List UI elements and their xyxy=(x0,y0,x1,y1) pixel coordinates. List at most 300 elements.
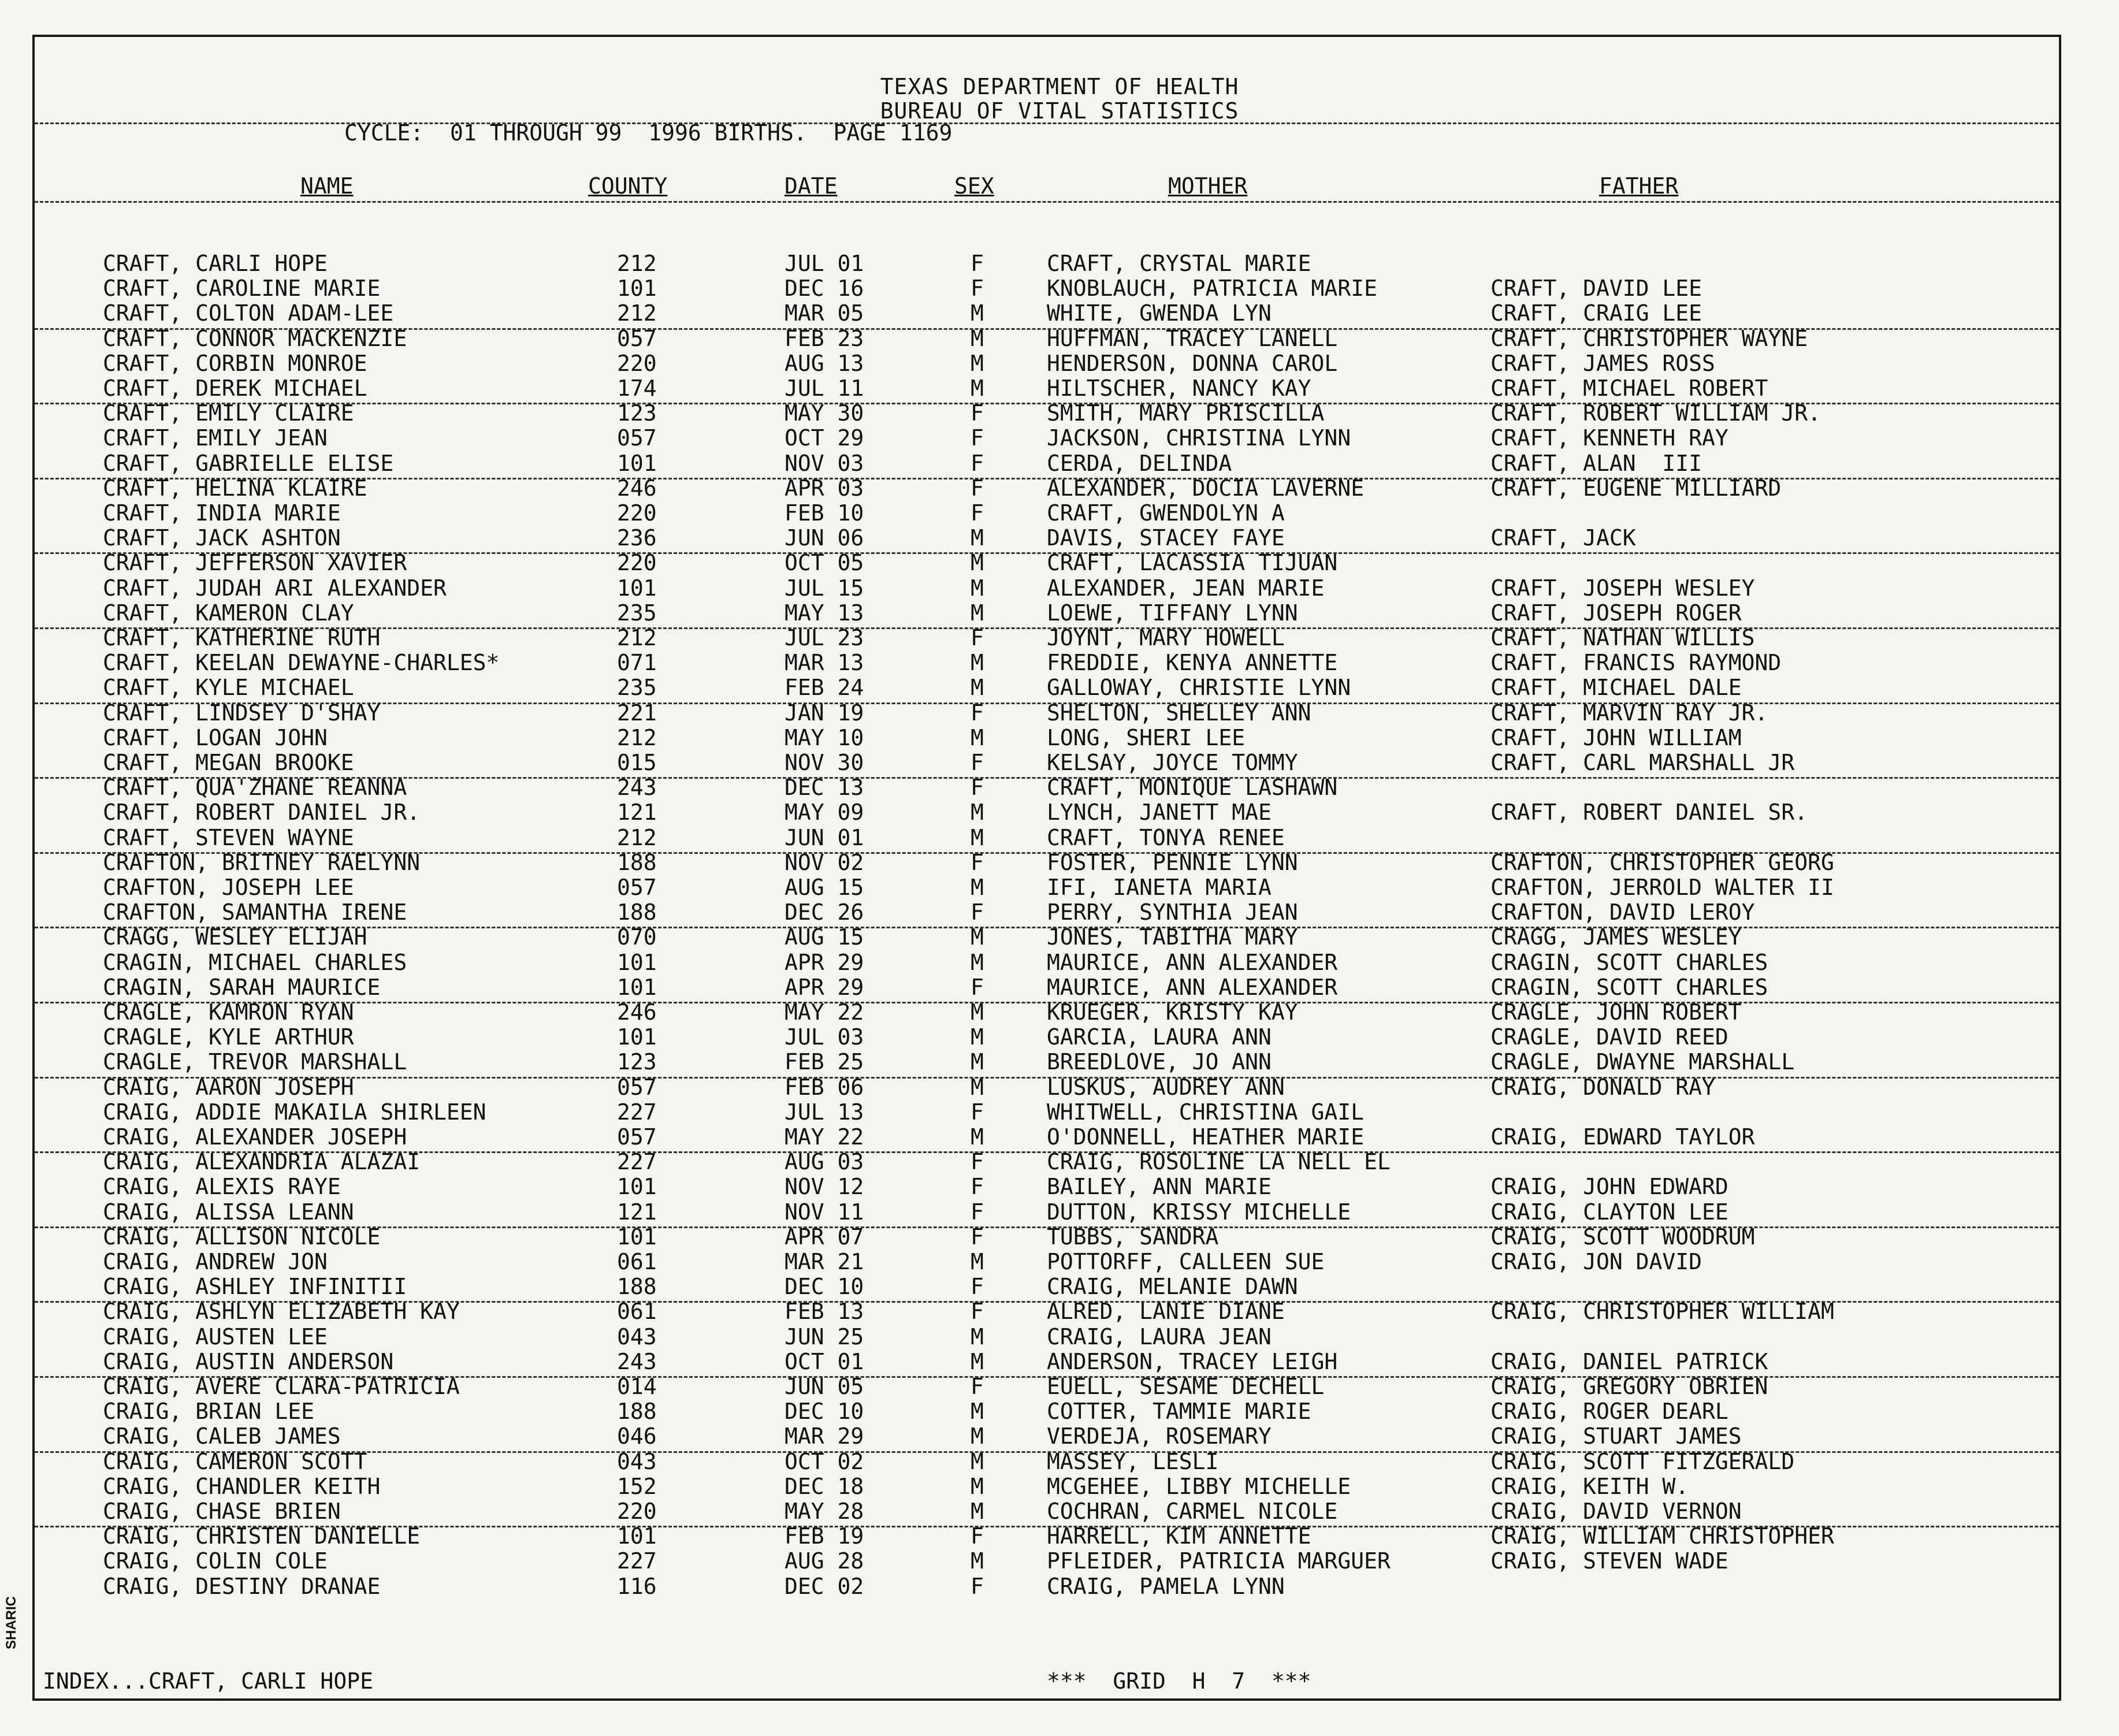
col-header-county: COUNTY xyxy=(588,173,668,199)
cell-father: CRAIG, SCOTT WOODRUM xyxy=(1490,1224,1755,1250)
cell-mother: CRAIG, PAMELA LYNN xyxy=(1047,1573,1285,1599)
cell-name: CRAFT, JACK ASHTON xyxy=(103,525,341,551)
cell-mother: CRAFT, MONIQUE LASHAWN xyxy=(1047,775,1338,801)
cell-date: AUG 15 xyxy=(785,875,864,900)
cell-name: CRAGLE, KYLE ARTHUR xyxy=(103,1024,354,1050)
cell-sex: F xyxy=(971,400,984,426)
cell-county: 212 xyxy=(617,300,657,326)
cell-sex: F xyxy=(971,974,984,1000)
cell-sex: M xyxy=(971,800,984,826)
cell-date: JUN 25 xyxy=(785,1324,864,1350)
cell-mother: SMITH, MARY PRISCILLA xyxy=(1047,400,1325,426)
cell-sex: M xyxy=(971,1324,984,1350)
table-row xyxy=(0,1174,2119,1199)
col-header-father: FATHER xyxy=(1599,173,1679,199)
row-group-divider xyxy=(35,1002,2059,1003)
cell-father: CRAFT, MARVIN RAY JR. xyxy=(1490,700,1768,726)
cell-mother: HARRELL, KIM ANNETTE xyxy=(1047,1523,1311,1549)
cell-date: DEC 18 xyxy=(785,1473,864,1499)
row-group-divider xyxy=(35,777,2059,779)
cell-county: 046 xyxy=(617,1423,657,1449)
cell-date: OCT 02 xyxy=(785,1448,864,1474)
cell-mother: CRAFT, TONYA RENEE xyxy=(1047,824,1285,850)
cell-father: CRAFT, MICHAEL DALE xyxy=(1490,675,1742,701)
row-group-divider xyxy=(35,627,2059,629)
cell-father: CRAGLE, DAVID REED xyxy=(1490,1024,1728,1050)
cell-date: FEB 25 xyxy=(785,1049,864,1075)
cell-sex: M xyxy=(971,1348,984,1374)
cell-date: APR 29 xyxy=(785,949,864,975)
cell-father: CRAFTON, CHRISTOPHER GEORG xyxy=(1490,849,1834,875)
cell-county: 221 xyxy=(617,700,657,726)
table-row xyxy=(0,525,2119,550)
cell-county: 101 xyxy=(617,1224,657,1250)
cell-mother: CRAIG, ROSOLINE LA NELL EL xyxy=(1047,1149,1391,1175)
cell-father: CRAFT, FRANCIS RAYMOND xyxy=(1490,650,1782,676)
cell-name: CRAGLE, KAMRON RYAN xyxy=(103,999,354,1025)
cell-mother: FOSTER, PENNIE LYNN xyxy=(1047,849,1298,875)
col-header-sex: SEX xyxy=(954,173,994,199)
cell-mother: DUTTON, KRISSY MICHELLE xyxy=(1047,1199,1351,1225)
table-row xyxy=(0,451,2119,475)
cell-father: CRAGG, JAMES WESLEY xyxy=(1490,924,1742,950)
cell-father: CRAIG, KEITH W. xyxy=(1490,1473,1689,1499)
cell-county: 246 xyxy=(617,999,657,1025)
cell-name: CRAIG, ALEXIS RAYE xyxy=(103,1174,341,1200)
cell-mother: EUELL, SESAME DECHELL xyxy=(1047,1374,1325,1399)
cell-father: CRAIG, DANIEL PATRICK xyxy=(1490,1348,1768,1374)
cell-name: CRAIG, AUSTIN ANDERSON xyxy=(103,1348,394,1374)
cell-name: CRAFT, CARLI HOPE xyxy=(103,251,328,276)
cell-date: OCT 05 xyxy=(785,550,864,576)
cell-father: CRAIG, EDWARD TAYLOR xyxy=(1490,1124,1755,1150)
cell-sex: M xyxy=(971,1548,984,1574)
table-row xyxy=(0,725,2119,750)
cell-name: CRAFT, LOGAN JOHN xyxy=(103,724,328,750)
cell-county: 246 xyxy=(617,475,657,501)
cell-mother: JACKSON, CHRISTINA LYNN xyxy=(1047,425,1351,451)
header-divider xyxy=(35,122,2059,124)
cell-sex: F xyxy=(971,450,984,476)
cell-name: CRAFTON, SAMANTHA IRENE xyxy=(103,899,407,925)
cell-mother: KRUEGER, KRISTY KAY xyxy=(1047,999,1298,1025)
cell-sex: M xyxy=(971,325,984,351)
cell-name: CRAFT, CONNOR MACKENZIE xyxy=(103,325,407,351)
cell-sex: M xyxy=(971,1473,984,1499)
cell-mother: CRAIG, MELANIE DAWN xyxy=(1047,1274,1298,1300)
row-group-divider xyxy=(35,328,2059,330)
table-row xyxy=(0,899,2119,924)
table-row xyxy=(0,1574,2119,1599)
cell-county: 101 xyxy=(617,575,657,601)
cell-county: 070 xyxy=(617,924,657,950)
cell-mother: MAURICE, ANN ALEXANDER xyxy=(1047,949,1338,975)
cell-sex: F xyxy=(971,251,984,276)
cell-father: CRAFT, JOSEPH WESLEY xyxy=(1490,575,1755,601)
table-row xyxy=(0,875,2119,899)
cell-date: APR 07 xyxy=(785,1224,864,1250)
table-row xyxy=(0,425,2119,450)
cell-name: CRAFTON, JOSEPH LEE xyxy=(103,875,354,900)
cell-father: CRAGIN, SCOTT CHARLES xyxy=(1490,974,1768,1000)
cell-father: CRAIG, SCOTT FITZGERALD xyxy=(1490,1448,1795,1474)
cell-date: NOV 12 xyxy=(785,1174,864,1200)
cell-sex: M xyxy=(971,600,984,626)
cell-father: CRAIG, ROGER DEARL xyxy=(1490,1399,1728,1425)
table-row xyxy=(0,276,2119,300)
row-group-divider xyxy=(35,852,2059,854)
cell-county: 015 xyxy=(617,750,657,775)
cell-county: 212 xyxy=(617,251,657,276)
row-group-divider xyxy=(35,1451,2059,1453)
cell-county: 101 xyxy=(617,1024,657,1050)
table-row xyxy=(0,1099,2119,1124)
cell-sex: F xyxy=(971,1199,984,1225)
cell-county: 212 xyxy=(617,724,657,750)
row-group-divider xyxy=(35,403,2059,404)
cell-date: APR 03 xyxy=(785,475,864,501)
cell-date: JUN 05 xyxy=(785,1374,864,1399)
index-footer: INDEX...CRAFT, CARLI HOPE xyxy=(43,1668,373,1694)
cell-name: CRAFT, KEELAN DEWAYNE-CHARLES* xyxy=(103,650,500,676)
cell-sex: M xyxy=(971,675,984,701)
cell-county: 235 xyxy=(617,600,657,626)
cell-father: CRAIG, CHRISTOPHER WILLIAM xyxy=(1490,1299,1834,1325)
cell-father: CRAFT, JOSEPH ROGER xyxy=(1490,600,1742,626)
row-group-divider xyxy=(35,1526,2059,1527)
cell-county: 212 xyxy=(617,625,657,650)
table-row xyxy=(0,1499,2119,1523)
cell-name: CRAFT, JUDAH ARI ALEXANDER xyxy=(103,575,447,601)
cell-sex: F xyxy=(971,1224,984,1250)
cell-mother: BREEDLOVE, JO ANN xyxy=(1047,1049,1272,1075)
cell-date: AUG 03 xyxy=(785,1149,864,1175)
cell-name: CRAFT, CORBIN MONROE xyxy=(103,350,367,376)
cell-date: FEB 13 xyxy=(785,1299,864,1325)
cell-date: MAY 28 xyxy=(785,1499,864,1524)
cell-date: MAY 13 xyxy=(785,600,864,626)
cell-father: CRAFT, CHRISTOPHER WAYNE xyxy=(1490,325,1808,351)
table-row xyxy=(0,1399,2119,1423)
cell-sex: F xyxy=(971,899,984,925)
cell-name: CRAFT, KYLE MICHAEL xyxy=(103,675,354,701)
cell-date: JUL 13 xyxy=(785,1099,864,1125)
cell-sex: F xyxy=(971,1174,984,1200)
cell-county: 123 xyxy=(617,1049,657,1075)
cell-county: 152 xyxy=(617,1473,657,1499)
cycle-line: CYCLE: 01 THROUGH 99 1996 BIRTHS. PAGE 1169 xyxy=(344,120,953,146)
cell-father: CRAFT, JOHN WILLIAM xyxy=(1490,724,1742,750)
cell-name: CRAGIN, SARAH MAURICE xyxy=(103,974,381,1000)
cell-mother: HILTSCHER, NANCY KAY xyxy=(1047,376,1311,401)
cell-name: CRAFT, EMILY CLAIRE xyxy=(103,400,354,426)
cell-county: 101 xyxy=(617,949,657,975)
cell-father: CRAFT, JAMES ROSS xyxy=(1490,350,1715,376)
table-row xyxy=(0,1548,2119,1573)
cell-sex: F xyxy=(971,1099,984,1125)
cell-sex: F xyxy=(971,1149,984,1175)
column-divider xyxy=(35,201,2059,203)
cell-mother: GARCIA, LAURA ANN xyxy=(1047,1024,1272,1050)
cell-father: CRAFT, EUGENE MILLIARD xyxy=(1490,475,1782,501)
cell-county: 243 xyxy=(617,775,657,801)
row-group-divider xyxy=(35,478,2059,479)
cell-sex: F xyxy=(971,1274,984,1300)
table-row xyxy=(0,800,2119,824)
cell-mother: DAVIS, STACEY FAYE xyxy=(1047,525,1285,551)
cell-father: CRAIG, DONALD RAY xyxy=(1490,1074,1715,1100)
col-header-date: DATE xyxy=(785,173,838,199)
cell-sex: F xyxy=(971,700,984,726)
cell-father: CRAIG, DAVID VERNON xyxy=(1490,1499,1742,1524)
cell-name: CRAFT, JEFFERSON XAVIER xyxy=(103,550,407,576)
cell-sex: M xyxy=(971,350,984,376)
cell-mother: CERDA, DELINDA xyxy=(1047,450,1232,476)
table-row xyxy=(0,650,2119,675)
table-row xyxy=(0,251,2119,276)
cell-sex: M xyxy=(971,300,984,326)
cell-mother: PFLEIDER, PATRICIA MARGUER xyxy=(1047,1548,1391,1574)
cell-county: 057 xyxy=(617,425,657,451)
row-group-divider xyxy=(35,1151,2059,1153)
cell-date: DEC 02 xyxy=(785,1573,864,1599)
table-row xyxy=(0,500,2119,525)
cell-name: CRAIG, CAMERON SCOTT xyxy=(103,1448,367,1474)
cell-sex: F xyxy=(971,1374,984,1399)
cell-county: 043 xyxy=(617,1324,657,1350)
cell-county: 227 xyxy=(617,1548,657,1574)
cell-date: MAY 30 xyxy=(785,400,864,426)
cell-sex: M xyxy=(971,1074,984,1100)
cell-date: DEC 16 xyxy=(785,276,864,302)
cell-name: CRAFT, ROBERT DANIEL JR. xyxy=(103,800,421,826)
table-row xyxy=(0,1199,2119,1224)
cell-county: 188 xyxy=(617,1274,657,1300)
cell-sex: F xyxy=(971,276,984,302)
cell-sex: M xyxy=(971,1024,984,1050)
cell-date: DEC 13 xyxy=(785,775,864,801)
cell-mother: O'DONNELL, HEATHER MARIE xyxy=(1047,1124,1365,1150)
cell-mother: MAURICE, ANN ALEXANDER xyxy=(1047,974,1338,1000)
cell-name: CRAFT, COLTON ADAM-LEE xyxy=(103,300,394,326)
cell-name: CRAIG, ALISSA LEANN xyxy=(103,1199,354,1225)
cell-name: CRAIG, ALEXANDRIA ALAZAI xyxy=(103,1149,421,1175)
cell-county: 121 xyxy=(617,800,657,826)
cell-sex: M xyxy=(971,724,984,750)
cell-mother: BAILEY, ANN MARIE xyxy=(1047,1174,1272,1200)
cell-mother: POTTORFF, CALLEEN SUE xyxy=(1047,1249,1325,1274)
cell-county: 220 xyxy=(617,550,657,576)
cell-date: DEC 10 xyxy=(785,1399,864,1425)
table-row xyxy=(0,975,2119,999)
cell-county: 057 xyxy=(617,875,657,900)
grid-footer: *** GRID H 7 *** xyxy=(1047,1668,1311,1694)
cell-sex: M xyxy=(971,924,984,950)
cell-county: 212 xyxy=(617,824,657,850)
table-row xyxy=(0,1423,2119,1448)
cell-sex: M xyxy=(971,1124,984,1150)
cell-mother: WHITE, GWENDA LYN xyxy=(1047,300,1272,326)
cell-sex: M xyxy=(971,575,984,601)
table-row xyxy=(0,300,2119,325)
cell-county: 236 xyxy=(617,525,657,551)
row-group-divider xyxy=(35,1077,2059,1079)
table-row xyxy=(0,675,2119,700)
cell-date: OCT 01 xyxy=(785,1348,864,1374)
cell-county: 227 xyxy=(617,1099,657,1125)
cell-mother: SHELTON, SHELLEY ANN xyxy=(1047,700,1311,726)
cell-mother: IFI, IANETA MARIA xyxy=(1047,875,1272,900)
cell-name: CRAFT, KATHERINE RUTH xyxy=(103,625,381,650)
cell-sex: M xyxy=(971,1423,984,1449)
cell-county: 220 xyxy=(617,1499,657,1524)
cell-date: NOV 30 xyxy=(785,750,864,775)
cell-mother: CRAIG, LAURA JEAN xyxy=(1047,1324,1272,1350)
cell-sex: M xyxy=(971,949,984,975)
cell-county: 057 xyxy=(617,1124,657,1150)
cell-county: 101 xyxy=(617,1523,657,1549)
cell-mother: KNOBLAUCH, PATRICIA MARIE xyxy=(1047,276,1377,302)
table-row xyxy=(0,950,2119,975)
cell-mother: LYNCH, JANETT MAE xyxy=(1047,800,1272,826)
cell-name: CRAIG, ANDREW JON xyxy=(103,1249,328,1274)
cell-mother: ALEXANDER, DOCIA LAVERNE xyxy=(1047,475,1365,501)
table-row xyxy=(0,1024,2119,1049)
table-row xyxy=(0,1324,2119,1349)
cell-mother: JOYNT, MARY HOWELL xyxy=(1047,625,1285,650)
cell-county: 014 xyxy=(617,1374,657,1399)
row-group-divider xyxy=(35,927,2059,928)
cell-mother: LONG, SHERI LEE xyxy=(1047,724,1246,750)
cell-date: MAR 13 xyxy=(785,650,864,676)
table-row xyxy=(0,825,2119,850)
cell-date: JUN 01 xyxy=(785,824,864,850)
cell-name: CRAIG, CALEB JAMES xyxy=(103,1423,341,1449)
cell-mother: LUSKUS, AUDREY ANN xyxy=(1047,1074,1285,1100)
cell-date: JAN 19 xyxy=(785,700,864,726)
cell-mother: FREDDIE, KENYA ANNETTE xyxy=(1047,650,1338,676)
cell-father: CRAIG, GREGORY OBRIEN xyxy=(1490,1374,1768,1399)
report-title: TEXAS DEPARTMENT OF HEALTH xyxy=(880,74,1239,99)
table-row xyxy=(0,1349,2119,1374)
cell-mother: VERDEJA, ROSEMARY xyxy=(1047,1423,1272,1449)
cell-sex: F xyxy=(971,1299,984,1325)
table-row xyxy=(0,1274,2119,1299)
cell-county: 174 xyxy=(617,376,657,401)
cell-sex: F xyxy=(971,425,984,451)
table-row xyxy=(0,376,2119,400)
col-header-name: NAME xyxy=(300,173,354,199)
cell-father: CRAFT, MICHAEL ROBERT xyxy=(1490,376,1768,401)
cell-county: 220 xyxy=(617,500,657,526)
table-row xyxy=(0,351,2119,376)
cell-sex: F xyxy=(971,849,984,875)
cell-father: CRAIG, CLAYTON LEE xyxy=(1490,1199,1728,1225)
cell-name: CRAIG, CHANDLER KEITH xyxy=(103,1473,381,1499)
cell-name: CRAFT, CAROLINE MARIE xyxy=(103,276,381,302)
cell-name: CRAIG, CHASE BRIEN xyxy=(103,1499,341,1524)
cell-date: DEC 10 xyxy=(785,1274,864,1300)
cell-mother: ALRED, LANIE DIANE xyxy=(1047,1299,1285,1325)
cell-mother: CRAFT, GWENDOLYN A xyxy=(1047,500,1285,526)
cell-mother: MCGEHEE, LIBBY MICHELLE xyxy=(1047,1473,1351,1499)
cell-date: JUN 06 xyxy=(785,525,864,551)
row-group-divider xyxy=(35,552,2059,554)
cell-father: CRAIG, STEVEN WADE xyxy=(1490,1548,1728,1574)
cell-mother: CRAFT, LACASSIA TIJUAN xyxy=(1047,550,1338,576)
cell-county: 121 xyxy=(617,1199,657,1225)
cell-name: CRAFT, QUA'ZHANE REANNA xyxy=(103,775,407,801)
cell-name: CRAFT, GABRIELLE ELISE xyxy=(103,450,394,476)
col-header-mother: MOTHER xyxy=(1168,173,1248,199)
cell-date: APR 29 xyxy=(785,974,864,1000)
cell-date: FEB 24 xyxy=(785,675,864,701)
cell-name: CRAFT, LINDSEY D'SHAY xyxy=(103,700,381,726)
cell-mother: HUFFMAN, TRACEY LANELL xyxy=(1047,325,1338,351)
cell-name: CRAIG, COLIN COLE xyxy=(103,1548,328,1574)
cell-date: AUG 15 xyxy=(785,924,864,950)
cell-county: 123 xyxy=(617,400,657,426)
cell-mother: JONES, TABITHA MARY xyxy=(1047,924,1298,950)
cell-name: CRAIG, ADDIE MAKAILA SHIRLEEN xyxy=(103,1099,486,1125)
cell-father: CRAFT, CRAIG LEE xyxy=(1490,300,1702,326)
cell-county: 227 xyxy=(617,1149,657,1175)
cell-date: MAY 22 xyxy=(785,999,864,1025)
cell-name: CRAFT, MEGAN BROOKE xyxy=(103,750,354,775)
table-row xyxy=(0,575,2119,600)
cell-father: CRAIG, STUART JAMES xyxy=(1490,1423,1742,1449)
cell-date: FEB 06 xyxy=(785,1074,864,1100)
cell-sex: M xyxy=(971,376,984,401)
cell-father: CRAFT, KENNETH RAY xyxy=(1490,425,1728,451)
cell-father: CRAIG, WILLIAM CHRISTOPHER xyxy=(1490,1523,1834,1549)
cell-county: 061 xyxy=(617,1299,657,1325)
cell-date: JUL 11 xyxy=(785,376,864,401)
cell-date: MAR 21 xyxy=(785,1249,864,1274)
cell-date: DEC 26 xyxy=(785,899,864,925)
cell-sex: F xyxy=(971,1573,984,1599)
cell-date: AUG 13 xyxy=(785,350,864,376)
cell-sex: F xyxy=(971,775,984,801)
side-mark: SHARIC xyxy=(3,1596,19,1649)
cell-county: 101 xyxy=(617,450,657,476)
cell-date: MAY 10 xyxy=(785,724,864,750)
cell-date: JUL 01 xyxy=(785,251,864,276)
cell-date: JUL 23 xyxy=(785,625,864,650)
cell-father: CRAGLE, JOHN ROBERT xyxy=(1490,999,1742,1025)
cell-date: MAR 05 xyxy=(785,300,864,326)
cell-date: FEB 23 xyxy=(785,325,864,351)
cell-name: CRAGG, WESLEY ELIJAH xyxy=(103,924,367,950)
cell-name: CRAFT, HELINA KLAIRE xyxy=(103,475,367,501)
cell-name: CRAFT, STEVEN WAYNE xyxy=(103,824,354,850)
cell-date: AUG 28 xyxy=(785,1548,864,1574)
cell-date: NOV 02 xyxy=(785,849,864,875)
cell-sex: F xyxy=(971,625,984,650)
cell-mother: ANDERSON, TRACEY LEIGH xyxy=(1047,1348,1338,1374)
cell-date: NOV 03 xyxy=(785,450,864,476)
row-group-divider xyxy=(35,702,2059,704)
cell-father: CRAFT, ALAN III xyxy=(1490,450,1702,476)
cell-sex: M xyxy=(971,999,984,1025)
cell-name: CRAIG, CHRISTEN DANIELLE xyxy=(103,1523,421,1549)
cell-father: CRAFT, JACK xyxy=(1490,525,1636,551)
cell-county: 057 xyxy=(617,1074,657,1100)
cell-sex: M xyxy=(971,1049,984,1075)
cell-mother: COCHRAN, CARMEL NICOLE xyxy=(1047,1499,1338,1524)
cell-father: CRAFTON, JERROLD WALTER II xyxy=(1490,875,1834,900)
cell-date: JUL 03 xyxy=(785,1024,864,1050)
